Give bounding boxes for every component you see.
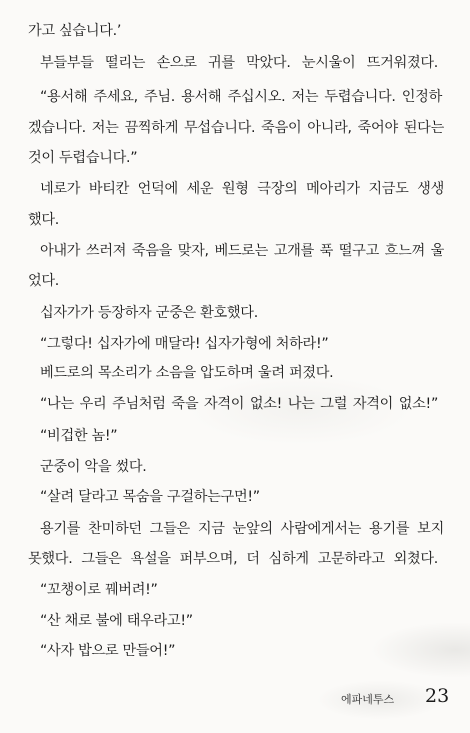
- text-line: “나는 우리 주님처럼 죽을 자격이 없소! 나는 그럴 자격이 없소!”: [40, 396, 438, 412]
- text-line: 부들부들 떨리는 손으로 귀를 막았다. 눈시울이 뜨거워졌다.: [40, 55, 438, 71]
- text-line: “그렇다! 십자가에 매달라! 십자가형에 처하라!”: [40, 336, 329, 352]
- text-line: 아내가 쓰러져 죽음을 맞자, 베드로는 고개를 푹 떨구고 흐느껴 울: [40, 243, 444, 259]
- text-line: 네로가 바티칸 언덕에 세운 원형 극장의 메아리가 지금도 생생: [40, 181, 444, 197]
- text-line: 가고 싶습니다.’: [28, 23, 122, 39]
- text-line: 군중이 악을 썼다.: [40, 459, 147, 475]
- text-line: “꼬챙이로 꿰버려!”: [40, 582, 158, 598]
- text-line: 못했다. 그들은 욕설을 퍼부으며, 더 심하게 고문하라고 외쳤다.: [28, 551, 438, 567]
- text-line: “사자 밥으로 만들어!”: [40, 643, 176, 659]
- text-line: 했다.: [28, 212, 60, 228]
- text-line: 베드로의 목소리가 소음을 압도하며 울려 퍼졌다.: [40, 365, 334, 381]
- text-line: 었다.: [28, 273, 60, 289]
- running-head: 에파네투스: [341, 693, 395, 706]
- text-line: 겠습니다. 저는 끔찍하게 무섭습니다. 죽음이 아니라, 죽어야 된다는: [28, 120, 444, 136]
- text-line: “살려 달라고 목숨을 구걸하는구먼!”: [40, 489, 260, 505]
- text-line: “비겁한 놈!”: [40, 428, 118, 444]
- text-line: “용서해 주세요, 주님. 용서해 주십시오. 저는 두렵습니다. 인정하: [40, 89, 442, 105]
- text-line: 용기를 찬미하던 그들은 지금 눈앞의 사람에게서는 용기를 보지: [40, 521, 444, 537]
- page-number: 23: [425, 685, 450, 707]
- text-line: 것이 두렵습니다.”: [28, 150, 138, 166]
- text-line: “산 채로 불에 태우라고!”: [40, 613, 193, 629]
- text-line: 십자가가 등장하자 군중은 환호했다.: [40, 305, 258, 321]
